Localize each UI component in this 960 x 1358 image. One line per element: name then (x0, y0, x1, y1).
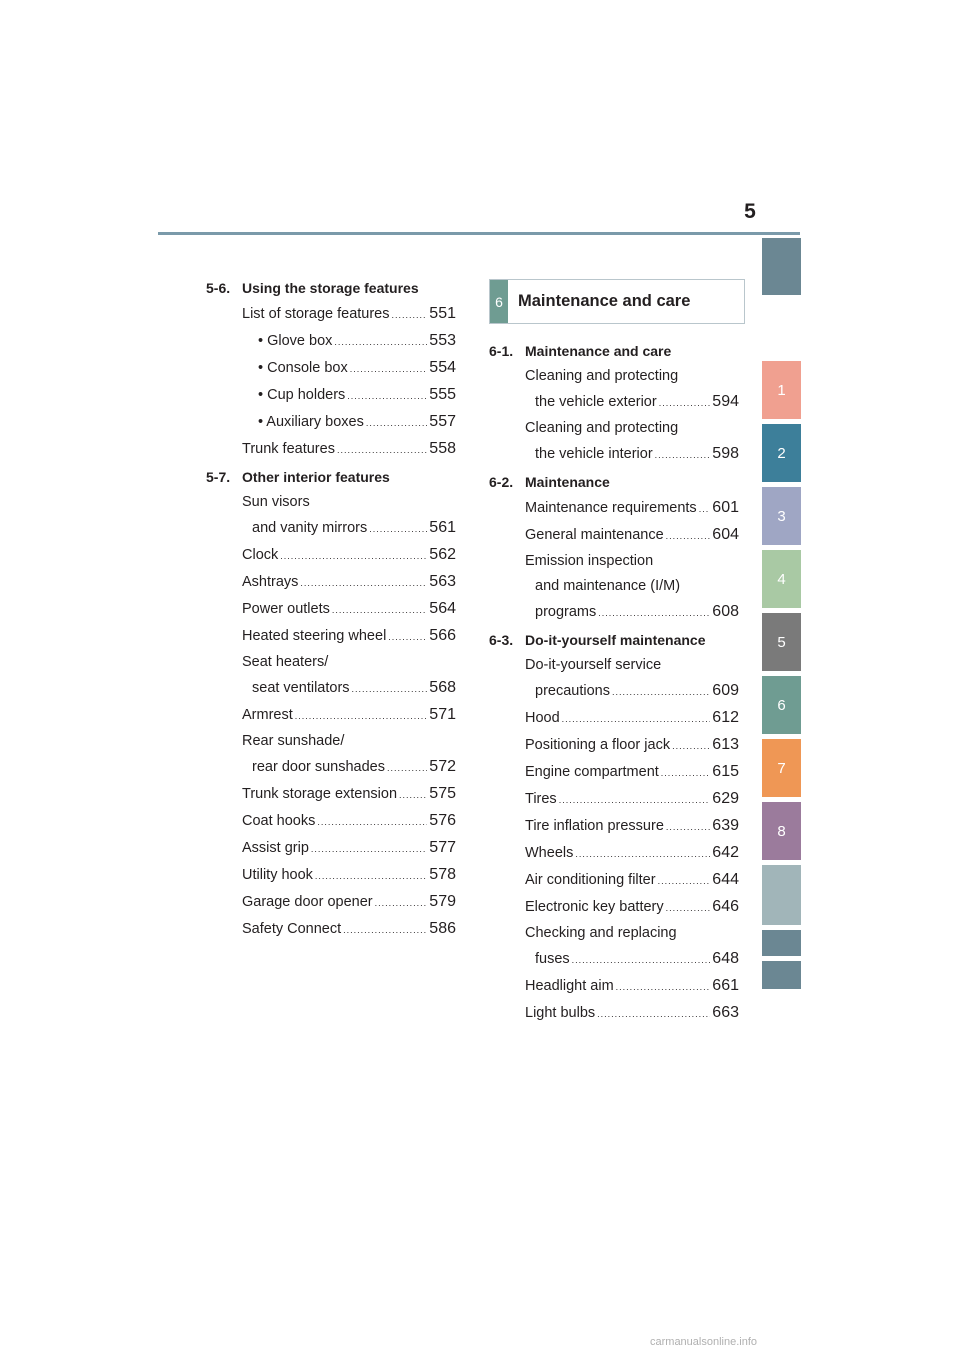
leader-dots (659, 391, 711, 416)
leader-dots (612, 680, 710, 705)
toc-entry[interactable] (206, 409, 456, 436)
entry-label: General maintenance (525, 527, 664, 543)
entry-label: Hood (525, 710, 560, 726)
entry-label: • Console box (258, 360, 348, 376)
chapter-tab-6[interactable]: 6 (762, 676, 801, 734)
leader-dots (699, 497, 711, 522)
toc-entry[interactable] (206, 702, 456, 729)
leader-dots (658, 869, 711, 894)
entry-label: Sun visors (242, 494, 310, 510)
entry-label: Heated steering wheel (242, 628, 387, 644)
entry-page: 564 (429, 600, 456, 617)
chapter-tab-3[interactable]: 3 (762, 487, 801, 545)
entry-page: 644 (712, 871, 739, 888)
leader-dots (366, 411, 427, 436)
entry-label: Cleaning and protecting (525, 420, 679, 436)
entry-label: Coat hooks (242, 813, 316, 829)
leader-dots (661, 761, 711, 786)
chapter-number: 6 (490, 280, 508, 323)
leader-dots (352, 677, 428, 702)
entry-page: 558 (429, 440, 456, 457)
leader-dots (369, 517, 427, 542)
entry-label: Engine compartment (525, 764, 659, 780)
toc-entry[interactable] (489, 759, 739, 786)
leader-dots (387, 756, 427, 781)
chapter-tab-1[interactable]: 1 (762, 361, 801, 419)
toc-entry[interactable] (489, 549, 739, 626)
entry-page: 642 (712, 844, 739, 861)
entry-page: 639 (712, 817, 739, 834)
entry-page: 663 (712, 1004, 739, 1021)
entry-page: 609 (712, 682, 739, 699)
chapter-tab-blank[interactable] (762, 238, 801, 295)
leader-dots (672, 734, 710, 759)
leader-dots (343, 918, 427, 943)
leader-dots (666, 896, 711, 921)
entry-label: Clock (242, 547, 279, 563)
entry-label: Garage door opener (242, 894, 373, 910)
entry-label: the vehicle exterior (535, 394, 657, 410)
entry-page: 566 (429, 627, 456, 644)
chapter-tab-7[interactable]: 7 (762, 739, 801, 797)
entry-page: 661 (712, 977, 739, 994)
section-number: 6-3. (489, 632, 514, 648)
leader-dots (399, 783, 427, 808)
toc-entry[interactable] (206, 623, 456, 650)
leader-dots (655, 443, 711, 468)
entry-label: Positioning a floor jack (525, 737, 671, 753)
entry-label: List of storage features (242, 306, 390, 322)
entry-label: • Auxiliary boxes (258, 414, 364, 430)
section-number: 6-2. (489, 474, 514, 490)
toc-entry[interactable] (206, 835, 456, 862)
chapter-tab-8[interactable]: 8 (762, 802, 801, 860)
entry-page: 604 (712, 526, 739, 543)
entry-page: 572 (429, 758, 456, 775)
toc-entry[interactable] (206, 596, 456, 623)
leader-dots (392, 303, 428, 328)
leader-dots (347, 384, 427, 409)
header-rule (158, 232, 800, 235)
toc-entry[interactable] (206, 862, 456, 889)
entry-page: 561 (429, 519, 456, 536)
toc-entry[interactable] (206, 355, 456, 382)
toc-entry[interactable] (489, 416, 739, 468)
entry-page: 608 (712, 603, 739, 620)
section-number: 5-6. (206, 280, 231, 296)
toc-entry[interactable] (489, 894, 739, 921)
chapter-tab-blank[interactable] (762, 930, 801, 956)
section-heading[interactable] (489, 470, 739, 495)
entry-label: Tire inflation pressure (525, 818, 664, 834)
toc-entry[interactable] (206, 650, 456, 702)
toc-entry[interactable] (489, 732, 739, 759)
entry-page: 601 (712, 499, 739, 516)
leader-dots (315, 864, 427, 889)
toc-entry[interactable] (206, 382, 456, 409)
leader-dots (597, 1002, 710, 1027)
toc-entry[interactable] (489, 522, 739, 549)
leader-dots (666, 524, 711, 549)
entry-label: fuses (535, 951, 570, 967)
section-title: Other interior features (242, 469, 390, 485)
entry-label: precautions (535, 683, 610, 699)
entry-label: Electronic key battery (525, 899, 664, 915)
leader-dots (375, 891, 428, 916)
entry-label: Maintenance requirements (525, 500, 697, 516)
entry-page: 646 (712, 898, 739, 915)
entry-page: 554 (429, 359, 456, 376)
entry-label: Armrest (242, 707, 293, 723)
toc-entry[interactable] (489, 495, 739, 522)
leader-dots (311, 837, 427, 862)
toc-entry[interactable] (489, 973, 739, 1000)
section-heading[interactable] (206, 276, 456, 301)
entry-label: Checking and replacing (525, 925, 677, 941)
section-heading[interactable] (489, 339, 739, 364)
chapter-tab-blank[interactable] (762, 865, 801, 925)
leader-dots (666, 815, 710, 840)
entry-label: Headlight aim (525, 978, 614, 994)
entry-page: 598 (712, 445, 739, 462)
entry-label: rear door sunshades (252, 759, 385, 775)
section-number: 6-1. (489, 343, 514, 359)
section-title: Do-it-yourself maintenance (525, 632, 706, 648)
entry-label: Utility hook (242, 867, 313, 883)
toc-entry[interactable] (206, 436, 456, 463)
entry-label: Emission inspection (525, 553, 654, 569)
toc-entry[interactable] (489, 840, 739, 867)
leader-dots (280, 544, 427, 569)
toc-right-column (489, 339, 739, 1029)
leader-dots (300, 571, 427, 596)
toc-entry[interactable] (206, 889, 456, 916)
chapter-tab-2[interactable]: 2 (762, 424, 801, 482)
section-title: Using the storage features (242, 280, 419, 296)
entry-label: Power outlets (242, 601, 330, 617)
leader-dots (332, 598, 427, 623)
section-heading[interactable] (206, 465, 456, 490)
entry-label: Air conditioning filter (525, 872, 656, 888)
leader-dots (616, 975, 711, 1000)
entry-label: programs (535, 604, 597, 620)
leader-dots (350, 357, 428, 382)
entry-label: and vanity mirrors (252, 520, 368, 536)
leader-dots (572, 948, 711, 973)
toc-entry[interactable] (206, 490, 456, 542)
entry-label: Trunk features (242, 441, 335, 457)
toc-section (206, 276, 456, 463)
toc-entry[interactable] (489, 867, 739, 894)
entry-page: 579 (429, 893, 456, 910)
leader-dots (559, 788, 711, 813)
section-title: Maintenance (525, 474, 610, 490)
entry-label: Ashtrays (242, 574, 299, 590)
toc-entry[interactable] (489, 1000, 739, 1027)
toc-entry[interactable] (206, 729, 456, 781)
entry-page: 613 (712, 736, 739, 753)
toc-entry[interactable] (489, 364, 739, 416)
entry-label: Cleaning and protecting (525, 368, 679, 384)
entry-page: 578 (429, 866, 456, 883)
toc-entry[interactable] (206, 781, 456, 808)
entry-label: • Glove box (258, 333, 333, 349)
toc-entry[interactable] (206, 916, 456, 943)
entry-label: the vehicle interior (535, 446, 653, 462)
leader-dots (562, 707, 711, 732)
entry-page: 612 (712, 709, 739, 726)
toc-entry[interactable] (489, 813, 739, 840)
leader-dots (334, 330, 427, 355)
entry-page: 557 (429, 413, 456, 430)
chapter-tab-5[interactable]: 5 (762, 613, 801, 671)
chapter-tab-4[interactable]: 4 (762, 550, 801, 608)
entry-page: 571 (429, 706, 456, 723)
entry-label: Trunk storage extension (242, 786, 398, 802)
chapter-title: Maintenance and care (518, 292, 691, 310)
entry-page: 577 (429, 839, 456, 856)
toc-section (489, 339, 739, 468)
toc-entry[interactable] (489, 705, 739, 732)
section-heading[interactable] (489, 628, 739, 653)
chapter-header-box[interactable] (489, 279, 745, 324)
entry-page: 555 (429, 386, 456, 403)
toc-section (489, 628, 739, 1027)
entry-page: 576 (429, 812, 456, 829)
entry-page: 551 (429, 305, 456, 322)
entry-page: 586 (429, 920, 456, 937)
toc-entry[interactable] (206, 301, 456, 328)
entry-label: Seat heaters/ (242, 654, 329, 670)
entry-label: Tires (525, 791, 557, 807)
entry-label: and maintenance (I/M) (535, 578, 681, 594)
toc-entry[interactable] (206, 328, 456, 355)
entry-page: 562 (429, 546, 456, 563)
leader-dots (337, 438, 427, 463)
toc-section (206, 465, 456, 943)
section-title: Maintenance and care (525, 343, 672, 359)
page-number: 5 (744, 200, 756, 223)
entry-page: 629 (712, 790, 739, 807)
entry-label: Do-it-yourself service (525, 657, 662, 673)
entry-page: 648 (712, 950, 739, 967)
toc-entry[interactable] (489, 786, 739, 813)
watermark: carmanualsonline.info (650, 1336, 758, 1348)
leader-dots (317, 810, 427, 835)
leader-dots (295, 704, 428, 729)
leader-dots (598, 601, 710, 626)
entry-page: 615 (712, 763, 739, 780)
entry-label: Safety Connect (242, 921, 342, 937)
toc-entry[interactable] (489, 653, 739, 705)
toc-entry[interactable] (206, 542, 456, 569)
leader-dots (575, 842, 710, 867)
leader-dots (388, 625, 427, 650)
entry-label: Wheels (525, 845, 574, 861)
section-number: 5-7. (206, 469, 231, 485)
toc-entry[interactable] (206, 569, 456, 596)
toc-left-column (206, 276, 456, 945)
toc-entry[interactable] (489, 921, 739, 973)
entry-page: 594 (712, 393, 739, 410)
chapter-tab-blank[interactable] (762, 961, 801, 989)
toc-entry[interactable] (206, 808, 456, 835)
entry-page: 568 (429, 679, 456, 696)
entry-page: 575 (429, 785, 456, 802)
entry-label: • Cup holders (258, 387, 346, 403)
entry-label: Assist grip (242, 840, 309, 856)
entry-label: Light bulbs (525, 1005, 596, 1021)
entry-label: seat ventilators (252, 680, 350, 696)
toc-section (489, 470, 739, 626)
entry-label: Rear sunshade/ (242, 733, 345, 749)
entry-page: 563 (429, 573, 456, 590)
entry-page: 553 (429, 332, 456, 349)
